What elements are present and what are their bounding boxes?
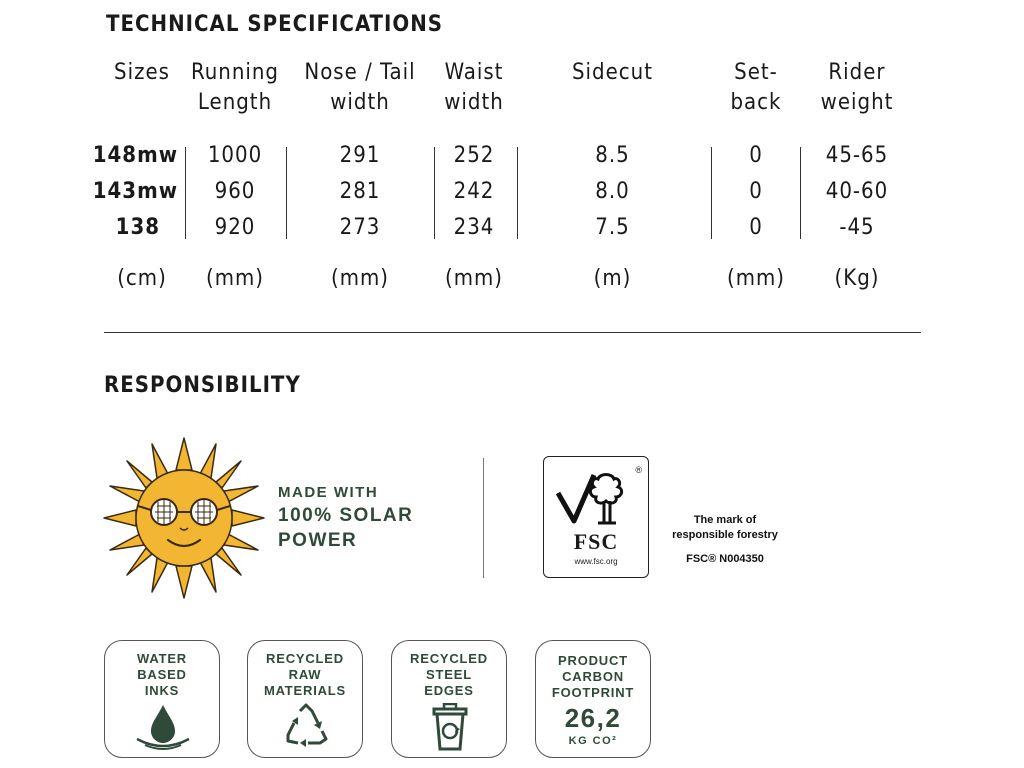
column-divider bbox=[711, 147, 712, 239]
table-cell: -45 bbox=[839, 215, 875, 240]
header-waist-width: Waist width bbox=[444, 60, 504, 115]
table-cell: 920 bbox=[214, 215, 256, 240]
badge-recycled-raw-materials: RECYCLED RAW MATERIALS bbox=[247, 640, 363, 758]
unit-label: (Kg) bbox=[834, 266, 880, 291]
table-cell: 40-60 bbox=[825, 179, 889, 204]
table-cell: 242 bbox=[453, 179, 495, 204]
solar-line-2: 100% SOLAR bbox=[278, 505, 414, 526]
fsc-logo-text: FSC bbox=[573, 529, 619, 554]
section-divider bbox=[104, 332, 921, 333]
table-cell: 291 bbox=[339, 143, 381, 168]
header-running-length: Running Length bbox=[190, 60, 280, 115]
header-rider-weight: Rider weight bbox=[820, 60, 894, 115]
badge-water-based-inks: WATER BASED INKS bbox=[104, 640, 220, 758]
fsc-license-code: FSC® N004350 bbox=[686, 553, 764, 565]
fsc-mark-line-2: responsible forestry bbox=[672, 529, 778, 541]
logo-divider bbox=[483, 458, 484, 578]
badge-recycled-steel-edges: RECYCLED STEEL EDGES bbox=[391, 640, 507, 758]
table-cell: 960 bbox=[214, 179, 256, 204]
recycle-icon bbox=[284, 703, 328, 747]
column-divider bbox=[800, 147, 801, 239]
table-cell: 0 bbox=[749, 143, 763, 168]
table-cell: 0 bbox=[749, 179, 763, 204]
table-cell: 234 bbox=[453, 215, 495, 240]
unit-label: (mm) bbox=[444, 266, 503, 291]
sun-with-sunglasses-icon bbox=[102, 436, 266, 600]
recycle-bin-icon bbox=[430, 703, 470, 751]
table-cell: 45-65 bbox=[825, 143, 889, 168]
fsc-url: www.fsc.org bbox=[574, 557, 618, 566]
table-cell: 273 bbox=[339, 215, 381, 240]
unit-label: (cm) bbox=[117, 266, 167, 291]
size-143mw: 143mw bbox=[92, 179, 178, 204]
solar-line-3: POWER bbox=[278, 530, 358, 551]
carbon-footprint-unit: KG CO² bbox=[568, 735, 618, 747]
column-divider bbox=[286, 147, 287, 239]
unit-label: (mm) bbox=[330, 266, 389, 291]
responsibility-title: RESPONSIBILITY bbox=[104, 373, 301, 398]
fsc-mark-line-1: The mark of bbox=[693, 514, 757, 526]
badge-product-carbon-footprint: PRODUCT CARBON FOOTPRINT 26,2 KG CO² bbox=[535, 640, 651, 758]
fsc-logo bbox=[543, 456, 649, 578]
carbon-footprint-value: 26,2 bbox=[564, 703, 622, 733]
table-cell: 8.5 bbox=[595, 143, 630, 168]
table-cell: 252 bbox=[453, 143, 495, 168]
header-nose-tail-width: Nose / Tail width bbox=[304, 60, 416, 115]
solar-line-1: MADE WITH bbox=[278, 484, 379, 501]
size-138: 138 bbox=[115, 215, 160, 240]
header-sizes: Sizes bbox=[114, 60, 170, 85]
table-cell: 7.5 bbox=[595, 215, 630, 240]
column-divider bbox=[185, 147, 186, 239]
header-sidecut: Sidecut bbox=[571, 60, 653, 85]
water-drop-icon bbox=[133, 703, 193, 751]
table-cell: 1000 bbox=[207, 143, 263, 168]
tech-specs-title: TECHNICAL SPECIFICATIONS bbox=[106, 12, 444, 37]
unit-label: (mm) bbox=[205, 266, 264, 291]
header-setback: Set- back bbox=[730, 60, 782, 115]
unit-label: (m) bbox=[593, 266, 632, 291]
size-148mw: 148mw bbox=[92, 143, 178, 168]
registered-mark: ® bbox=[635, 465, 642, 475]
table-cell: 8.0 bbox=[595, 179, 630, 204]
column-divider bbox=[517, 147, 518, 239]
unit-label: (mm) bbox=[726, 266, 785, 291]
table-cell: 0 bbox=[749, 215, 763, 240]
table-cell: 281 bbox=[339, 179, 381, 204]
column-divider bbox=[434, 147, 435, 239]
tree-check-icon bbox=[554, 465, 640, 531]
